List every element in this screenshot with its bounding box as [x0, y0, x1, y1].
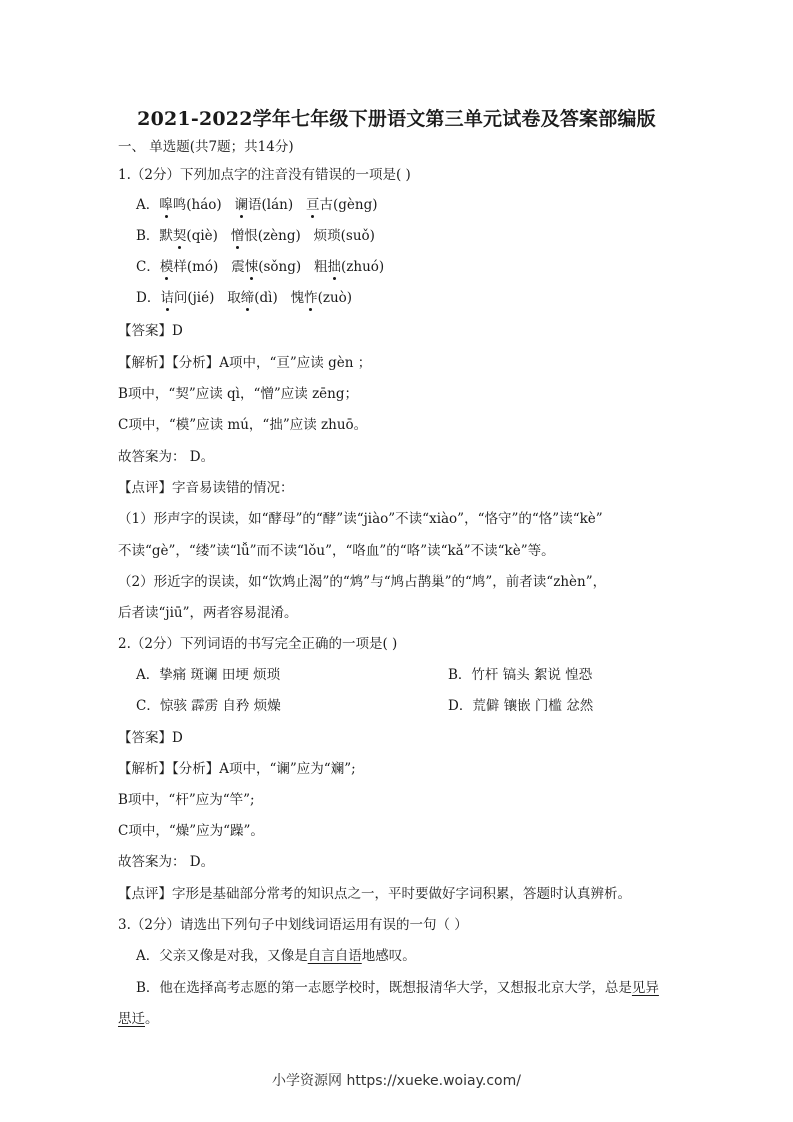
footer-watermark: 小学资源网 https://xueke.woiay.com/	[272, 1073, 521, 1089]
q1-comment-line: 不读“gè”，“缕”读“lǚ”而不读“lǒu”，“咯血”的“咯”读“kǎ”不读“kè”等。	[118, 543, 555, 559]
q2-option-a: A．挚痛 斑谰 田埂 烦琐	[136, 667, 281, 683]
q3-option-a	[136, 947, 416, 965]
option-label: C．	[136, 259, 160, 275]
q1-option-d	[136, 289, 352, 307]
option-label: B．	[136, 228, 160, 244]
option-text: (sǒng)	[258, 259, 302, 275]
q1-analysis-line: B项中，“契”应读 qì，“憎”应读 zēng；	[118, 386, 359, 402]
q1-answer: 【答案】D	[118, 323, 183, 339]
q2-option-b: B．竹杆 镐头 絮说 惶恐	[448, 667, 593, 683]
q2-option-d: D．荒僻 镶嵌 门槛 忿然	[448, 698, 594, 714]
q3-option-b	[136, 979, 659, 997]
dotted-char: 拙	[327, 259, 341, 275]
q1-option-a	[136, 196, 378, 214]
dotted-char: 悚	[244, 259, 259, 275]
section-heading: 一、 单选题(共7题；共14分)	[118, 139, 294, 155]
q2-answer: 【答案】D	[118, 730, 183, 746]
option-text: 。	[145, 1011, 159, 1027]
q2-analysis-line: 故答案为： D。	[118, 854, 215, 870]
option-text: (zuò)	[317, 290, 353, 306]
dotted-char: 嗥	[159, 197, 173, 213]
option-text: 问(jié)	[173, 290, 215, 306]
dotted-char: 憎	[230, 228, 245, 244]
option-text: 古(gèng)	[319, 197, 378, 213]
option-text: 取	[227, 290, 241, 306]
dotted-char: 谰	[234, 197, 249, 213]
option-text: 样(mó)	[173, 259, 219, 275]
dotted-char: 亘	[306, 197, 320, 213]
q3-option-b-continued	[118, 1010, 159, 1028]
document-title: 2021-2022学年七年级下册语文第三单元试卷及答案部编版	[137, 108, 656, 130]
option-text: 粗	[314, 259, 328, 275]
q2-analysis-line: 【解析】【分析】A项中，“谰”应为“斓”;	[118, 761, 356, 777]
q1-analysis-line: 【解析】【分析】A项中，“亘”应读 gèn ；	[118, 355, 372, 371]
option-label: A．	[136, 197, 160, 213]
q1-option-c	[136, 258, 384, 276]
option-text: 鸣(háo)	[172, 197, 222, 213]
option-text: 震	[231, 259, 245, 275]
question-3-stem: 3.（2分）请选出下列句子中划线词语运用有误的一句（ ）	[118, 917, 468, 933]
dotted-char: 缔	[240, 290, 255, 306]
option-text: 愧	[290, 290, 305, 306]
q1-comment-line: （2）形近字的误读，如“饮鸩止渴”的“鸩”与“鸠占鹊巢”的“鸠”，前者读“zhèn”，	[118, 574, 607, 590]
q1-comment-line: 后者读“jiū”，两者容易混淆。	[118, 605, 298, 621]
dotted-char: 诘	[160, 290, 174, 306]
option-text: B．他在选择高考志愿的第一志愿学校时，既想报清华大学，又想报北京大学，总是	[136, 980, 632, 996]
q2-comment: 【点评】字形是基础部分常考的知识点之一，平时要做好字词积累，答题时认真辨析。	[118, 886, 631, 902]
q1-analysis-line: C项中，“模”应读 mú，“拙”应读 zhuō。	[118, 417, 368, 433]
q1-comment-line: （1）形声字的误读，如“酵母”的“酵”读“jiào”不读“xiào”，“恪守”的“恪”读“kè”	[118, 511, 603, 527]
underlined-phrase: 思迁	[118, 1011, 145, 1027]
q2-option-c: C．惊骇 霹雳 自矜 烦燥	[136, 698, 281, 714]
option-text: (zhuó)	[341, 259, 385, 275]
option-label: D．	[136, 290, 161, 306]
q1-analysis-line: 故答案为： D。	[118, 449, 215, 465]
q1-comment-line: 【点评】字音易读错的情况：	[118, 480, 294, 496]
question-2-stem: 2.（2分）下列词语的书写完全正确的一项是( )	[118, 636, 398, 652]
option-text: A．父亲又像是对我，又像是	[136, 948, 308, 964]
dotted-char: 模	[159, 259, 174, 275]
q2-analysis-line: B项中，“杆”应为“竿”;	[118, 792, 255, 808]
option-text: 地感叹。	[361, 948, 416, 964]
option-text: (qiè)	[186, 228, 218, 244]
underlined-phrase: 见异	[631, 980, 659, 996]
q2-analysis-line: C项中，“燥”应为“躁”。	[118, 823, 264, 839]
underlined-phrase: 自言自语	[307, 948, 362, 964]
q1-option-b	[136, 227, 375, 245]
option-text: 烦琐(suǒ)	[313, 228, 375, 244]
option-text: (dì)	[254, 290, 278, 306]
option-text: 默	[159, 228, 173, 244]
dotted-char: 怍	[304, 290, 318, 306]
question-1-stem: 1.（2分）下列加点字的注音没有错误的一项是( )	[118, 167, 411, 183]
option-text: 语(lán)	[248, 197, 294, 213]
dotted-char: 契	[172, 228, 187, 244]
option-text: 恨(zèng)	[244, 228, 301, 244]
